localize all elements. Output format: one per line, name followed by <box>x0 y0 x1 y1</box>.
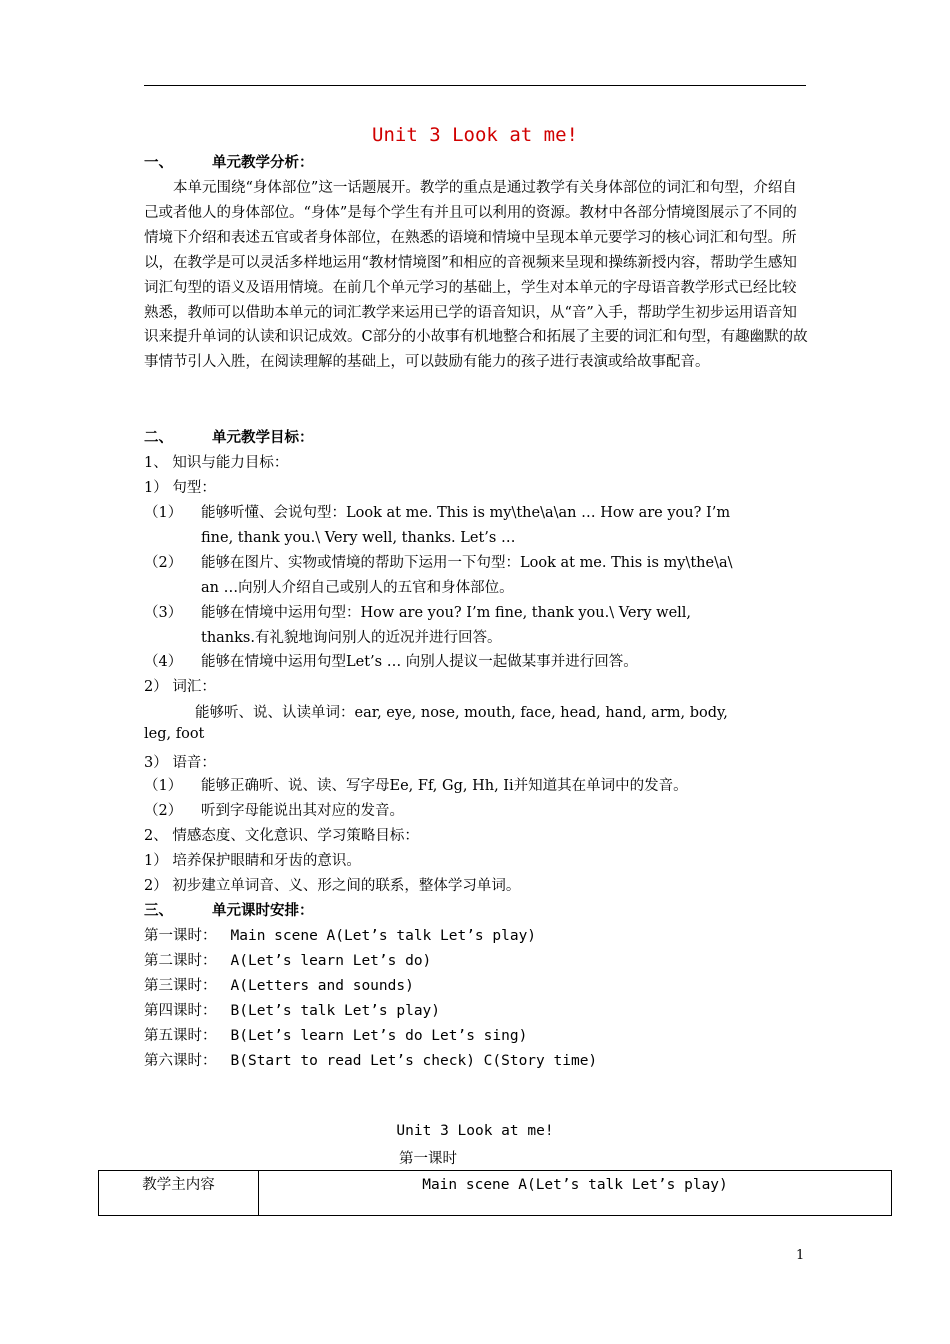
schedule-label: 第四课时： <box>144 1003 217 1019</box>
section-3-number: 三、 <box>144 902 173 919</box>
schedule-content: A(Letters and sounds) <box>230 978 414 994</box>
item-line: 听到字母能说出其对应的发音。 <box>201 803 404 819</box>
goal-2-item: 2） 初步建立单词音、义、形之间的联系，整体学习单词。 <box>144 878 521 894</box>
table-label-cell: 教学主内容 <box>99 1171 259 1215</box>
item-line: 能够在情境中运用句型Let’s … 向别人提议一起做某事并进行回答。 <box>201 654 638 670</box>
section-3-heading: 单元课时安排： <box>212 902 314 919</box>
schedule-content: B(Let’s learn Let’s do Let’s sing) <box>230 1028 528 1044</box>
section-2-number: 二、 <box>144 429 173 446</box>
item-number: （2） <box>144 803 183 819</box>
section-1-number: 一、 <box>144 154 173 171</box>
sentence-item <box>144 601 808 651</box>
item-number: （4） <box>144 654 183 670</box>
item-line: 能够在图片、实物或情境的帮助下运用一下句型：Look at me. This is my\the\a\ <box>201 555 733 571</box>
lesson-title: Unit 3 Look at me! <box>396 1123 554 1139</box>
schedule-label: 第一课时： <box>144 928 217 944</box>
schedule-content: Main scene A(Let’s talk Let’s play) <box>230 928 537 944</box>
sentence-item <box>144 551 808 601</box>
schedule-row <box>144 949 431 970</box>
item-line: thanks.有礼貌地询问别人的近况并进行回答。 <box>201 630 502 646</box>
item-number: （1） <box>144 778 183 794</box>
analysis-paragraph: 本单元围绕“身体部位”这一话题展开。教学的重点是通过教学有关身体部位的词汇和句型，介绍自己或者他人的身体部位。“身体”是每个学生有并且可以利用的资源。教材中各部分情境图展示了不同的情境下介绍和表述五官或者身体部位，在熟悉的语境和情境中呈现本单元要学习的核心词汇和句型。所以，在教学是可以灵活多样地运用“教材情境图”和相应的音视频来呈现和操练新授内容，帮助学生感知词汇句型的语义及语用情境。在前几个单元学习的基础上，学生对本单元的字母语音教学形式已经比较熟悉，教师可以借助本单元的词汇教学来运用已学的语音知识，从“音”入手，帮助学生初步运用语音知识来提升单词的认读和识记成效。C部分的小故事有机地整合和拓展了主要的词汇和句型，有趣幽默的故事情节引人入胜，在阅读理解的基础上，可以鼓励有能力的孩子进行表演或给故事配音。 <box>144 180 808 371</box>
vocab-line: leg, foot <box>144 726 205 742</box>
phonics-subheading: 3） 语音： <box>144 755 216 771</box>
item-line: 能够正确听、说、读、写字母Ee, Ff, Gg, Hh, Ii并知道其在单词中的发音。 <box>201 778 688 794</box>
phonics-item <box>144 774 808 799</box>
schedule-row <box>144 1024 527 1045</box>
sentence-item <box>144 501 808 551</box>
page-title: Unit 3 Look at me! <box>372 124 578 146</box>
schedule-content: B(Let’s talk Let’s play) <box>230 1003 441 1019</box>
schedule-row <box>144 924 536 945</box>
goal-1-heading: 1、 知识与能力目标： <box>144 455 289 471</box>
item-line: 能够听懂、会说句型：Look at me. This is my\the\a\an … How are you? I’m <box>201 505 731 521</box>
item-number: （1） <box>144 505 183 521</box>
lesson-subtitle: 第一课时 <box>399 1151 457 1167</box>
table-value-cell: Main scene A(Let’s talk Let’s play) <box>422 1177 728 1193</box>
schedule-label: 第五课时： <box>144 1028 217 1044</box>
sentence-item <box>144 650 808 675</box>
item-line: 能够在情境中运用句型：How are you? I’m fine, thank you.\ Very well, <box>201 605 692 621</box>
goal-2-item: 1） 培养保护眼睛和牙齿的意识。 <box>144 853 361 869</box>
section-2-heading: 单元教学目标： <box>212 429 314 446</box>
schedule-row <box>144 999 440 1020</box>
schedule-row <box>144 974 414 995</box>
goal-2-heading: 2、 情感态度、文化意识、学习策略目标： <box>144 828 419 844</box>
schedule-content: A(Let’s learn Let’s do) <box>230 953 432 969</box>
vocab-subheading: 2） 词汇： <box>144 679 216 695</box>
item-number: （3） <box>144 605 183 621</box>
page-number: 1 <box>796 1248 805 1263</box>
schedule-content: B(Start to read Let’s check) C(Story time) <box>230 1053 598 1069</box>
lesson-table <box>98 1170 892 1216</box>
header-rule <box>144 85 806 86</box>
schedule-row <box>144 1049 597 1070</box>
schedule-label: 第三课时： <box>144 978 217 994</box>
item-number: （2） <box>144 555 183 571</box>
sentence-subheading: 1） 句型： <box>144 480 216 496</box>
vocab-line: 能够听、说、认读单词：ear, eye, nose, mouth, face, head, hand, arm, body, <box>195 705 728 721</box>
phonics-item <box>144 799 808 824</box>
item-line: an …向别人介绍自己或别人的五官和身体部位。 <box>201 580 514 596</box>
section-1-heading: 单元教学分析： <box>212 154 314 171</box>
schedule-label: 第二课时： <box>144 953 217 969</box>
schedule-label: 第六课时： <box>144 1053 217 1069</box>
item-line: fine, thank you.\ Very well, thanks. Let’s … <box>201 530 516 546</box>
